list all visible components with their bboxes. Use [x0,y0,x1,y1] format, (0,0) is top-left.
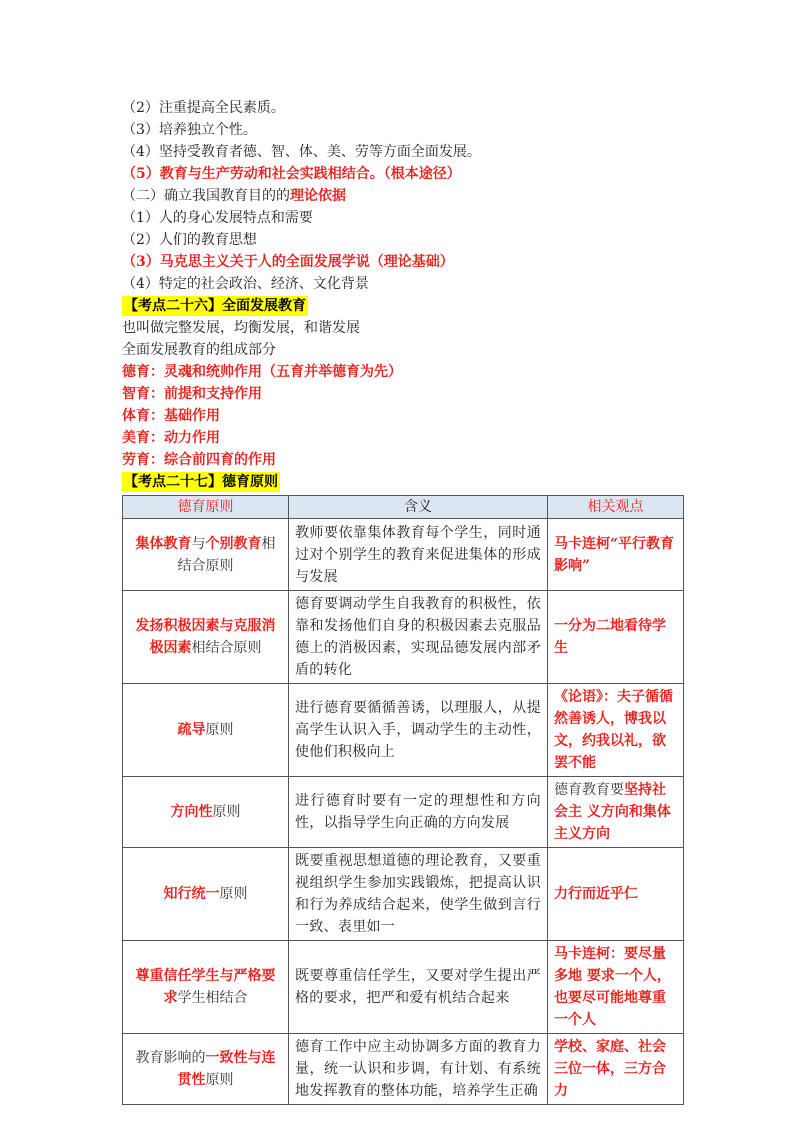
related-view-segment: 坚持社会主 义方向和集体主义方向 [554,782,671,842]
principle-cell [123,684,289,777]
component-label: 美育： [122,430,164,446]
component-label: 德育： [122,364,164,380]
table-row [123,941,684,1034]
theory-heading-emphasis: 理论依据 [290,188,346,204]
moral-education-principles-table [122,495,684,1105]
table-header-row [123,496,684,519]
component-label: 体育： [122,408,164,424]
table-row [123,684,684,777]
related-view-cell [548,1034,684,1105]
header-principle: 德育原则 [123,496,289,519]
related-view-segment: 力行而近乎仁 [554,886,638,902]
section-27-heading: 【考点二十七】德育原则 [124,474,278,490]
theory-heading-prefix: （二）确立我国教育目的的 [122,188,290,204]
goal-requirement-item: （4）坚持受教育者德、智、体、美、劳等方面全面发展。 [122,144,481,160]
header-related-views: 相关观点 [548,496,684,519]
related-view-cell [548,941,684,1034]
component-label: 智育： [122,386,164,402]
table-body [123,519,684,1105]
related-view-segment: 德育教育要 [554,782,624,798]
principle-cell [123,1034,289,1105]
section-26-line-2: 全面发展教育的组成部分 [122,342,276,358]
document-body [122,97,682,1105]
component-role: 前提和支持作用 [164,386,262,402]
related-view-segment: 《论语》：夫子循循然善诱人，博我以文，约我以礼，欲罢不能 [554,689,673,771]
meaning-cell: 进行德育要循循善诱，以理服人，从提高学生认识入手，调动学生的主动性，使他们积极向上 [289,684,548,777]
component-role: 基础作用 [164,408,220,424]
theory-basis-list [122,207,682,295]
principle-text-segment: 知行统一 [163,886,220,902]
principle-text-segment: 与 [191,535,206,552]
table-row [123,777,684,848]
principle-text-segment: 原则 [212,804,241,820]
education-component-item [122,449,682,471]
theory-heading [122,185,682,207]
related-view-segment: 学校、家庭、社会三位一体，三方合力 [554,1039,666,1099]
principle-text-segment: 方向性 [170,804,213,820]
table-row [123,1034,684,1105]
theory-basis-item: （1）人的身心发展特点和需要 [122,210,313,226]
component-label: 劳育： [122,452,164,468]
principle-text-segment: 教育影响的 [135,1050,206,1066]
table-row [123,848,684,941]
principle-text-segment: 学生相结合 [177,990,248,1006]
education-component-item [122,427,682,449]
theory-basis-item: （4）特定的社会政治、经济、文化背景 [122,276,369,292]
related-view-segment: 马卡连柯：要尽量多地 要求一个人，也要尽可能地尊重一个人 [554,946,671,1028]
header-meaning: 含义 [289,496,548,519]
principle-text-segment: 一致性与连贯性 [177,1050,276,1088]
theory-basis-item: （3）马克思主义关于人的全面发展学说（理论基础） [122,254,454,270]
principle-cell [123,848,289,941]
principle-text-segment: 原则 [205,1072,234,1088]
education-component-item [122,361,682,383]
principle-text-segment: 相结合原则 [191,640,262,656]
principle-text-segment: 尊重信任学生与严格要求 [135,968,276,1006]
section-26-heading: 【考点二十六】全面发展教育 [124,298,306,314]
related-view-segment: 马卡连柯“平行教育影响” [554,535,675,574]
table-row [123,591,684,684]
principle-text-segment: 集体教育 [135,535,192,552]
related-view-cell [548,848,684,941]
section-27-heading-line [122,471,682,493]
principle-cell [123,591,289,684]
goal-requirement-item: （2）注重提高全民素质。 [122,100,285,116]
meaning-cell: 进行德育时要有一定的理想性和方向性，以指导学生向正确的方向发展 [289,777,548,848]
section-26-line-1: 也叫做完整发展，均衡发展，和谐发展 [122,320,360,336]
related-view-cell [548,777,684,848]
principle-text-segment: 个别教育 [205,535,262,552]
meaning-cell: 既要重视思想道德的理论教育，又要重视组织学生参加实践锻炼，把提高认识和行为养成结合起来，使学生做到言行一致、表里如一 [289,848,548,941]
goal-requirement-item: （3）培养独立个性。 [122,122,257,138]
related-view-cell [548,591,684,684]
table-row [123,519,684,591]
principle-cell [123,519,289,591]
education-component-item [122,383,682,405]
principle-text-segment: 疏导 [177,722,206,738]
related-view-cell [548,684,684,777]
related-view-cell [548,519,684,591]
meaning-cell: 德育工作中应主动协调多方面的教育力量，统一认识和步调，有计划、有系统地发挥教育的整体功能，培养学生正确 [289,1034,548,1105]
principle-text-segment: 原则 [205,722,234,738]
component-role: 灵魂和统帅作用（五育并举德育为先） [164,364,402,380]
principle-text-segment: 发扬积极因素与克服消极因素 [135,618,276,656]
section-26-heading-line [122,295,682,317]
meaning-cell: 德育要调动学生自我教育的积极性，依靠和发扬他们自身的积极因素去克服品德上的消极因素，实现品德发展内部矛盾的转化 [289,591,548,684]
goal-requirements-list [122,97,682,185]
component-role: 动力作用 [164,430,220,446]
principle-cell [123,941,289,1034]
principle-cell [123,777,289,848]
meaning-cell: 教师要依靠集体教育每个学生，同时通过对个别学生的教育来促进集体的形成与发展 [289,519,548,591]
meaning-cell: 既要尊重信任学生，又要对学生提出严格的要求，把严和爱有机结合起来 [289,941,548,1034]
education-components-list [122,361,682,471]
theory-basis-item: （2）人们的教育思想 [122,232,257,248]
education-component-item [122,405,682,427]
goal-requirement-item: （5）教育与生产劳动和社会实践相结合。（根本途径） [122,166,461,182]
related-view-segment: 一分为二地看待学生 [554,618,666,656]
component-role: 综合前四育的作用 [164,452,276,468]
principle-text-segment: 相结合原则 [177,535,276,574]
principle-text-segment: 原则 [219,886,248,902]
